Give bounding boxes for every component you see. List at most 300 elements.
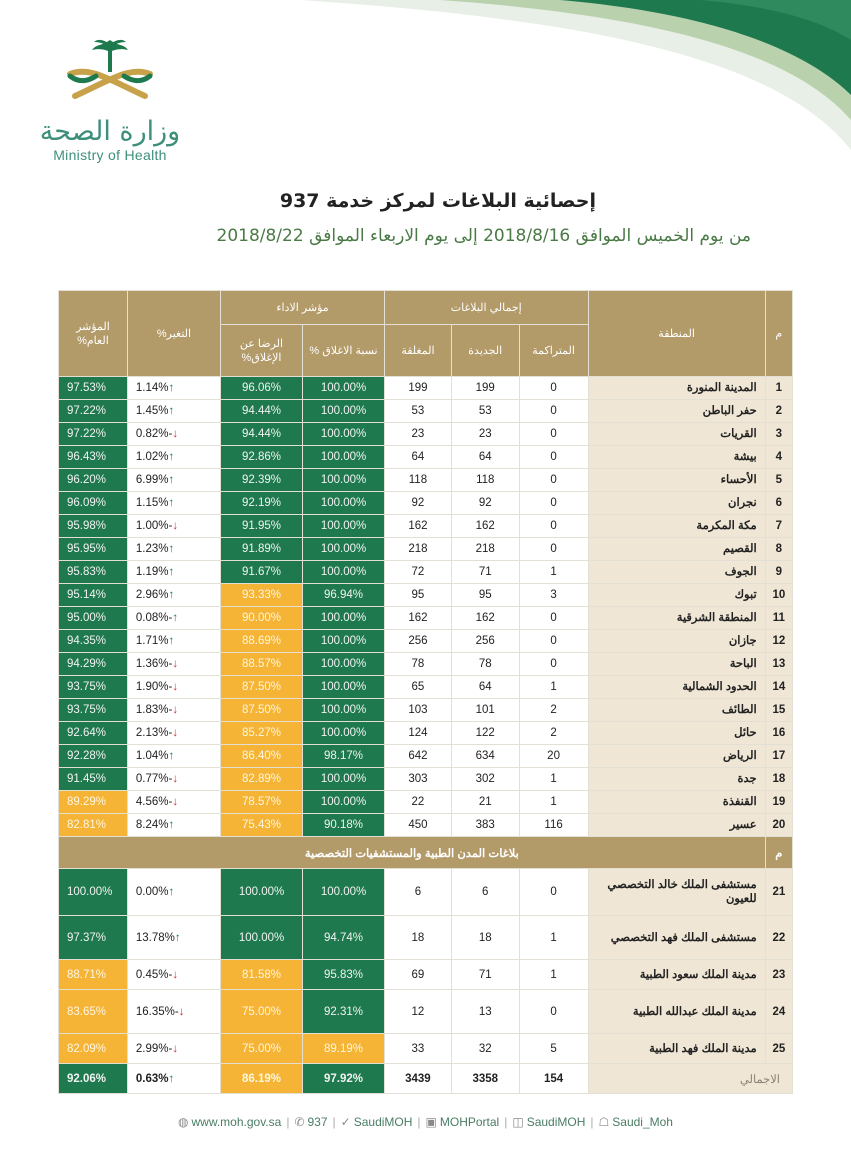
row-name: بيشة <box>588 446 765 469</box>
close-ratio-cell: 100.00% <box>303 653 385 676</box>
row-name: حفر الباطن <box>588 400 765 423</box>
new-cell: 95 <box>451 584 519 607</box>
row-number: 12 <box>765 630 792 653</box>
ministry-logo <box>30 36 190 176</box>
closed-cell: 256 <box>385 630 452 653</box>
footer-link[interactable]: www.moh.gov.sa <box>191 1115 282 1129</box>
general-index-cell: 97.37% <box>59 916 128 960</box>
page-title: إحصائية البلاغات لمركز خدمة 937 <box>279 190 596 212</box>
general-index-cell: 95.00% <box>59 607 128 630</box>
change-value: 1.04% <box>135 750 169 762</box>
arrow-up-icon: ↑ <box>168 635 175 647</box>
closed-cell: 23 <box>385 423 452 446</box>
new-cell: 71 <box>451 561 519 584</box>
change-value: -1.83% <box>135 704 173 716</box>
footer-link[interactable]: SaudiMOH <box>526 1115 586 1129</box>
palm-swords-emblem <box>50 36 170 108</box>
arrow-up-icon: ↑ <box>168 382 175 394</box>
closed-cell: 199 <box>385 377 452 400</box>
row-number: 13 <box>765 653 792 676</box>
arrow-up-icon: ↑ <box>168 497 175 509</box>
change-value: -1.00% <box>135 520 173 532</box>
accumulated-cell: 1 <box>519 676 588 699</box>
closed-cell: 65 <box>385 676 452 699</box>
change-cell <box>127 791 220 814</box>
closed-cell: 53 <box>385 400 452 423</box>
close-ratio-cell: 95.83% <box>303 960 385 990</box>
general-index-cell: 96.20% <box>59 469 128 492</box>
row-name: مستشفى الملك فهد التخصصي <box>588 916 765 960</box>
accumulated-cell: 0 <box>519 630 588 653</box>
footer-separator: | <box>590 1115 594 1129</box>
closed-cell: 12 <box>385 990 452 1034</box>
total-label: الاجمالي <box>588 1064 793 1094</box>
reports-table <box>58 290 793 1094</box>
change-cell <box>127 722 220 745</box>
change-value: 1.23% <box>135 543 169 555</box>
hospital-row <box>59 916 793 960</box>
satisfaction-cell: 87.50% <box>221 676 303 699</box>
closed-cell: 162 <box>385 515 452 538</box>
general-index-cell: 97.53% <box>59 377 128 400</box>
hospital-row <box>59 1034 793 1064</box>
new-cell: 53 <box>451 400 519 423</box>
general-index-cell: 95.95% <box>59 538 128 561</box>
change-value: 6.99% <box>135 474 169 486</box>
satisfaction-cell: 91.95% <box>221 515 303 538</box>
general-index-cell: 94.35% <box>59 630 128 653</box>
hospital-row <box>59 990 793 1034</box>
closed-cell: 95 <box>385 584 452 607</box>
arrow-down-icon: ↓ <box>172 704 179 716</box>
region-row <box>59 630 793 653</box>
footer-link[interactable]: MOHPortal <box>439 1115 500 1129</box>
accumulated-cell: 2 <box>519 722 588 745</box>
row-name: الأحساء <box>588 469 765 492</box>
total-row <box>59 1064 793 1094</box>
closed-cell: 6 <box>385 869 452 916</box>
region-row <box>59 400 793 423</box>
arrow-up-icon: ↑ <box>174 931 181 944</box>
row-name: الجوف <box>588 561 765 584</box>
hospital-row <box>59 960 793 990</box>
accumulated-cell: 0 <box>519 400 588 423</box>
arrow-up-icon: ↑ <box>168 566 175 578</box>
closed-cell: 78 <box>385 653 452 676</box>
new-cell: 162 <box>451 515 519 538</box>
satisfaction-cell: 75.00% <box>221 1034 303 1064</box>
satisfaction-cell: 87.50% <box>221 699 303 722</box>
change-value: 2.96% <box>135 589 169 601</box>
accumulated-cell: 5 <box>519 1034 588 1064</box>
arrow-up-icon: ↑ <box>168 474 175 486</box>
arrow-down-icon: ↓ <box>172 968 179 981</box>
region-row <box>59 676 793 699</box>
new-cell: 101 <box>451 699 519 722</box>
region-row <box>59 607 793 630</box>
row-number: 7 <box>765 515 792 538</box>
new-cell: 383 <box>451 814 519 837</box>
change-cell <box>127 515 220 538</box>
closed-cell: 64 <box>385 446 452 469</box>
row-number: 2 <box>765 400 792 423</box>
arrow-up-icon: ↑ <box>168 451 175 463</box>
change-cell <box>127 377 220 400</box>
close-ratio-cell: 89.19% <box>303 1034 385 1064</box>
row-number: 4 <box>765 446 792 469</box>
close-ratio-cell: 100.00% <box>303 869 385 916</box>
row-number: 6 <box>765 492 792 515</box>
accumulated-cell: 0 <box>519 446 588 469</box>
new-cell: 302 <box>451 768 519 791</box>
general-index-cell: 95.14% <box>59 584 128 607</box>
arrow-up-icon: ↑ <box>168 405 175 417</box>
close-ratio-cell: 100.00% <box>303 423 385 446</box>
general-index-cell: 96.09% <box>59 492 128 515</box>
region-row <box>59 584 793 607</box>
new-cell: 199 <box>451 377 519 400</box>
change-value: -1.90% <box>135 681 173 693</box>
closed-cell: 69 <box>385 960 452 990</box>
change-value: 1.14% <box>135 382 169 394</box>
arrow-up-icon: ↑ <box>168 750 175 762</box>
general-index-cell: 94.29% <box>59 653 128 676</box>
region-row <box>59 699 793 722</box>
accumulated-cell: 0 <box>519 469 588 492</box>
change-cell <box>127 960 220 990</box>
col-header-close-ratio: نسبة الاغلاق % <box>303 325 385 377</box>
accumulated-cell: 0 <box>519 515 588 538</box>
closed-cell: 303 <box>385 768 452 791</box>
general-index-cell: 95.98% <box>59 515 128 538</box>
footer-separator: | <box>504 1115 508 1129</box>
satisfaction-cell: 78.57% <box>221 791 303 814</box>
change-value: -2.13% <box>135 727 173 739</box>
twitter-icon: ✓ <box>340 1115 351 1129</box>
new-cell: 64 <box>451 676 519 699</box>
row-name: نجران <box>588 492 765 515</box>
arrow-up-icon: ↑ <box>172 612 179 624</box>
col-header-region: المنطقة <box>588 291 765 377</box>
change-value: 13.78% <box>135 931 175 944</box>
new-cell: 71 <box>451 960 519 990</box>
change-value: -2.99% <box>135 1042 173 1055</box>
total-change-cell <box>127 1064 220 1094</box>
change-value: -0.45% <box>135 968 173 981</box>
change-cell <box>127 653 220 676</box>
accumulated-cell: 20 <box>519 745 588 768</box>
close-ratio-cell: 96.94% <box>303 584 385 607</box>
change-value: 1.02% <box>135 451 169 463</box>
new-cell: 162 <box>451 607 519 630</box>
row-name: المدينة المنورة <box>588 377 765 400</box>
region-row <box>59 377 793 400</box>
globe-icon: ◍ <box>178 1115 189 1129</box>
close-ratio-cell: 90.18% <box>303 814 385 837</box>
arrow-down-icon: ↓ <box>172 773 179 785</box>
footer-link[interactable]: SaudiMOH <box>353 1115 413 1129</box>
change-value: -16.35% <box>135 1005 179 1018</box>
change-value: -4.56% <box>135 796 173 808</box>
row-number: 22 <box>765 916 792 960</box>
row-name: مكة المكرمة <box>588 515 765 538</box>
change-cell <box>127 745 220 768</box>
change-cell <box>127 814 220 837</box>
close-ratio-cell: 100.00% <box>303 768 385 791</box>
satisfaction-cell: 91.67% <box>221 561 303 584</box>
closed-cell: 450 <box>385 814 452 837</box>
row-number: 14 <box>765 676 792 699</box>
change-cell <box>127 676 220 699</box>
ministry-name-en: Ministry of Health <box>53 147 167 163</box>
change-value: 8.24% <box>135 819 169 831</box>
close-ratio-cell: 100.00% <box>303 446 385 469</box>
region-row <box>59 814 793 837</box>
change-value: 1.15% <box>135 497 169 509</box>
closed-cell: 18 <box>385 916 452 960</box>
accumulated-cell: 1 <box>519 768 588 791</box>
new-cell: 256 <box>451 630 519 653</box>
accumulated-cell: 3 <box>519 584 588 607</box>
closed-cell: 92 <box>385 492 452 515</box>
row-number: 18 <box>765 768 792 791</box>
satisfaction-cell: 100.00% <box>221 916 303 960</box>
general-index-cell: 92.64% <box>59 722 128 745</box>
row-name: الطائف <box>588 699 765 722</box>
satisfaction-cell: 75.43% <box>221 814 303 837</box>
change-value: -0.82% <box>135 428 173 440</box>
total-change: 0.63% <box>135 1072 169 1085</box>
row-number: 19 <box>765 791 792 814</box>
new-cell: 18 <box>451 916 519 960</box>
accumulated-cell: 2 <box>519 699 588 722</box>
close-ratio-cell: 100.00% <box>303 630 385 653</box>
arrow-up-icon: ↑ <box>168 589 175 601</box>
row-number: 21 <box>765 869 792 916</box>
total-close-ratio: 97.92% <box>303 1064 385 1094</box>
col-header-accumulated: المتراكمة <box>519 325 588 377</box>
row-number: 16 <box>765 722 792 745</box>
page-subtitle: من يوم الخميس الموافق 2018/8/16 إلى يوم الاربعاء الموافق 2018/8/22 <box>216 226 751 246</box>
change-cell <box>127 630 220 653</box>
general-index-cell: 82.81% <box>59 814 128 837</box>
general-index-cell: 93.75% <box>59 699 128 722</box>
general-index-cell: 92.28% <box>59 745 128 768</box>
general-index-cell: 97.22% <box>59 400 128 423</box>
arrow-down-icon: ↓ <box>172 658 179 670</box>
satisfaction-cell: 88.69% <box>221 630 303 653</box>
change-cell <box>127 423 220 446</box>
region-row <box>59 722 793 745</box>
row-name: الرياض <box>588 745 765 768</box>
arrow-down-icon: ↓ <box>172 727 179 739</box>
close-ratio-cell: 100.00% <box>303 469 385 492</box>
row-name: القريات <box>588 423 765 446</box>
satisfaction-cell: 91.89% <box>221 538 303 561</box>
arrow-up-icon: ↑ <box>168 543 175 555</box>
col-header-performance: مؤشر الاداء <box>221 291 385 325</box>
satisfaction-cell: 86.40% <box>221 745 303 768</box>
change-cell <box>127 492 220 515</box>
row-number: 17 <box>765 745 792 768</box>
close-ratio-cell: 100.00% <box>303 561 385 584</box>
close-ratio-cell: 100.00% <box>303 515 385 538</box>
satisfaction-cell: 92.86% <box>221 446 303 469</box>
col-header-reports-total: إجمالي البلاغات <box>385 291 588 325</box>
instagram-icon: ◫ <box>512 1115 524 1129</box>
footer-separator: | <box>332 1115 336 1129</box>
row-name: مدينة الملك فهد الطبية <box>588 1034 765 1064</box>
closed-cell: 642 <box>385 745 452 768</box>
new-cell: 92 <box>451 492 519 515</box>
satisfaction-cell: 88.57% <box>221 653 303 676</box>
close-ratio-cell: 100.00% <box>303 607 385 630</box>
change-cell <box>127 607 220 630</box>
col-header-satisfaction: الرضا عن الإغلاق% <box>221 325 303 377</box>
accumulated-cell: 0 <box>519 377 588 400</box>
change-value: 1.19% <box>135 566 169 578</box>
total-general-index: 92.06% <box>59 1064 128 1094</box>
new-cell: 64 <box>451 446 519 469</box>
section-header-row <box>59 837 793 869</box>
region-row <box>59 653 793 676</box>
change-value: 1.71% <box>135 635 169 647</box>
hospital-row <box>59 869 793 916</box>
change-cell <box>127 869 220 916</box>
accumulated-cell: 0 <box>519 492 588 515</box>
close-ratio-cell: 100.00% <box>303 377 385 400</box>
row-number: 9 <box>765 561 792 584</box>
total-satisfaction: 86.19% <box>221 1064 303 1094</box>
new-cell: 634 <box>451 745 519 768</box>
arrow-up-icon: ↑ <box>168 1072 175 1085</box>
general-index-cell: 89.29% <box>59 791 128 814</box>
col-header-general-index: المؤشر العام% <box>59 291 128 377</box>
footer-link[interactable]: Saudi_Moh <box>612 1115 673 1129</box>
arrow-up-icon: ↑ <box>168 819 175 831</box>
row-name: جازان <box>588 630 765 653</box>
accumulated-cell: 116 <box>519 814 588 837</box>
region-row <box>59 538 793 561</box>
row-number: 20 <box>765 814 792 837</box>
satisfaction-cell: 100.00% <box>221 869 303 916</box>
total-closed: 3439 <box>385 1064 452 1094</box>
closed-cell: 124 <box>385 722 452 745</box>
row-number: 5 <box>765 469 792 492</box>
accumulated-cell: 0 <box>519 990 588 1034</box>
new-cell: 13 <box>451 990 519 1034</box>
row-name: حائل <box>588 722 765 745</box>
general-index-cell: 83.65% <box>59 990 128 1034</box>
section-title: بلاغات المدن الطبية والمستشفيات التخصصية <box>59 837 766 869</box>
arrow-down-icon: ↓ <box>172 428 179 440</box>
closed-cell: 22 <box>385 791 452 814</box>
close-ratio-cell: 100.00% <box>303 699 385 722</box>
region-row <box>59 768 793 791</box>
change-value: 0.00% <box>135 886 169 898</box>
change-cell <box>127 469 220 492</box>
new-cell: 118 <box>451 469 519 492</box>
satisfaction-cell: 94.44% <box>221 400 303 423</box>
change-cell <box>127 699 220 722</box>
general-index-cell: 100.00% <box>59 869 128 916</box>
footer-link[interactable]: 937 <box>307 1115 328 1129</box>
close-ratio-cell: 100.00% <box>303 400 385 423</box>
satisfaction-cell: 94.44% <box>221 423 303 446</box>
row-number: 24 <box>765 990 792 1034</box>
new-cell: 6 <box>451 869 519 916</box>
total-new: 3358 <box>451 1064 519 1094</box>
row-number: 1 <box>765 377 792 400</box>
change-cell <box>127 400 220 423</box>
row-number: 15 <box>765 699 792 722</box>
close-ratio-cell: 100.00% <box>303 791 385 814</box>
arrow-down-icon: ↓ <box>172 681 179 693</box>
change-value: -1.36% <box>135 658 173 670</box>
row-name: مستشفى الملك خالد التخصصي للعيون <box>588 869 765 916</box>
accumulated-cell: 0 <box>519 607 588 630</box>
row-name: القنفذة <box>588 791 765 814</box>
region-row <box>59 561 793 584</box>
satisfaction-cell: 85.27% <box>221 722 303 745</box>
general-index-cell: 91.45% <box>59 768 128 791</box>
general-index-cell: 82.09% <box>59 1034 128 1064</box>
close-ratio-cell: 100.00% <box>303 492 385 515</box>
col-header-change: التغير% <box>127 291 220 377</box>
col-header-new: الجديدة <box>451 325 519 377</box>
row-name: جدة <box>588 768 765 791</box>
accumulated-cell: 0 <box>519 869 588 916</box>
new-cell: 78 <box>451 653 519 676</box>
change-cell <box>127 446 220 469</box>
footer-contacts <box>0 1115 851 1129</box>
arrow-down-icon: ↓ <box>178 1005 185 1018</box>
general-index-cell: 95.83% <box>59 561 128 584</box>
youtube-icon: ▣ <box>425 1115 437 1129</box>
new-cell: 32 <box>451 1034 519 1064</box>
change-cell <box>127 768 220 791</box>
accumulated-cell: 1 <box>519 916 588 960</box>
general-index-cell: 96.43% <box>59 446 128 469</box>
new-cell: 23 <box>451 423 519 446</box>
region-row <box>59 492 793 515</box>
row-name: الباحة <box>588 653 765 676</box>
closed-cell: 218 <box>385 538 452 561</box>
arrow-down-icon: ↓ <box>172 1042 179 1055</box>
row-name: مدينة الملك عبدالله الطبية <box>588 990 765 1034</box>
row-name: الحدود الشمالية <box>588 676 765 699</box>
accumulated-cell: 1 <box>519 791 588 814</box>
new-cell: 122 <box>451 722 519 745</box>
region-row <box>59 791 793 814</box>
row-number: 8 <box>765 538 792 561</box>
accumulated-cell: 1 <box>519 960 588 990</box>
change-value: -0.08% <box>135 612 173 624</box>
close-ratio-cell: 100.00% <box>303 722 385 745</box>
region-row <box>59 446 793 469</box>
change-cell <box>127 990 220 1034</box>
satisfaction-cell: 81.58% <box>221 960 303 990</box>
footer-separator: | <box>417 1115 421 1129</box>
phone-icon: ✆ <box>294 1115 305 1129</box>
arrow-down-icon: ↓ <box>172 520 179 532</box>
change-value: -0.77% <box>135 773 173 785</box>
close-ratio-cell: 100.00% <box>303 538 385 561</box>
col-header-closed: المغلقة <box>385 325 452 377</box>
new-cell: 21 <box>451 791 519 814</box>
row-number: 25 <box>765 1034 792 1064</box>
row-number: 3 <box>765 423 792 446</box>
